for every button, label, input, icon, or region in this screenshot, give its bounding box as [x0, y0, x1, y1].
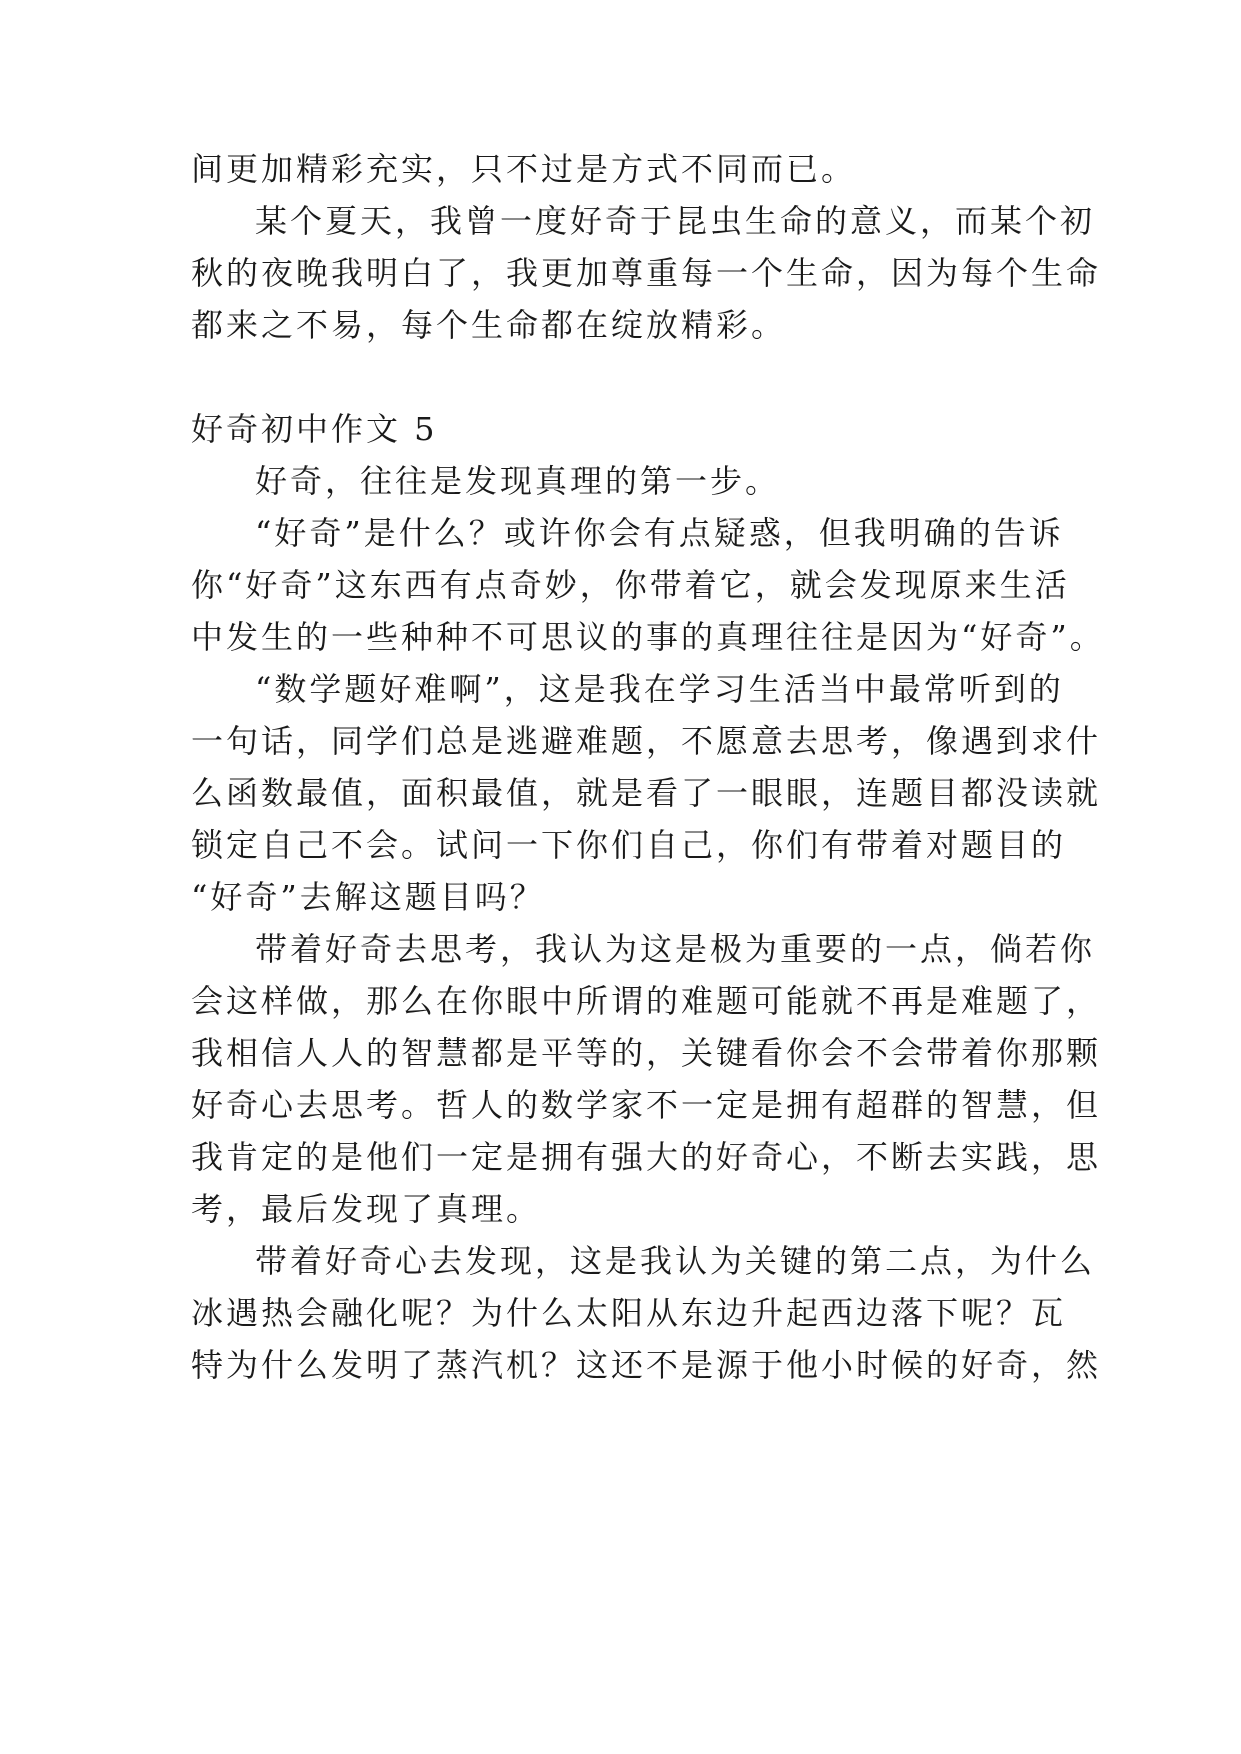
text-line: 锁定自己不会。试问一下你们自己，你们有带着对题目的 [191, 826, 1067, 864]
text-line: 秋的夜晚我明白了，我更加尊重每一个生命，因为每个生命 [191, 254, 1102, 292]
paragraph-start-line: 某个夏天，我曾一度好奇于昆虫生命的意义，而某个初 [255, 202, 1096, 240]
text-line: 你“好奇”这东西有点奇妙，你带着它，就会发现原来生活 [191, 566, 1070, 604]
paragraph-start-line: “数学题好难啊”，这是我在学习生活当中最常听到的 [255, 670, 1064, 708]
text-line: 中发生的一些种种不可思议的事的真理往往是因为“好奇”。 [191, 618, 1105, 656]
text-line: 一句话，同学们总是逃避难题，不愿意去思考，像遇到求什 [191, 722, 1102, 760]
text-line: 特为什么发明了蒸汽机？这还不是源于他小时候的好奇，然 [191, 1346, 1102, 1384]
text-line: 间更加精彩充实，只不过是方式不同而已。 [191, 150, 857, 188]
section-heading: 好奇初中作文 5 [191, 410, 438, 448]
paragraph-start-line: 带着好奇心去发现，这是我认为关键的第二点，为什么 [255, 1242, 1096, 1280]
text-line: 冰遇热会融化呢？为什么太阳从东边升起西边落下呢？瓦 [191, 1294, 1067, 1332]
text-line: “好奇”去解这题目吗？ [191, 878, 545, 916]
text-line: 考，最后发现了真理。 [191, 1190, 542, 1228]
paragraph-start-line: “好奇”是什么？或许你会有点疑惑，但我明确的告诉 [255, 514, 1064, 552]
text-line: 都来之不易，每个生命都在绽放精彩。 [191, 306, 787, 344]
text-line: 我肯定的是他们一定是拥有强大的好奇心，不断去实践，思 [191, 1138, 1102, 1176]
text-line: 会这样做，那么在你眼中所谓的难题可能就不再是难题了， [191, 982, 1102, 1020]
paragraph-start-line: 带着好奇去思考，我认为这是极为重要的一点，倘若你 [255, 930, 1096, 968]
text-line: 好奇心去思考。哲人的数学家不一定是拥有超群的智慧，但 [191, 1086, 1102, 1124]
text-line: 么函数最值，面积最值，就是看了一眼眼，连题目都没读就 [191, 774, 1102, 812]
text-line: 我相信人人的智慧都是平等的，关键看你会不会带着你那颗 [191, 1034, 1102, 1072]
paragraph-start-line: 好奇，往往是发现真理的第一步。 [255, 462, 781, 500]
